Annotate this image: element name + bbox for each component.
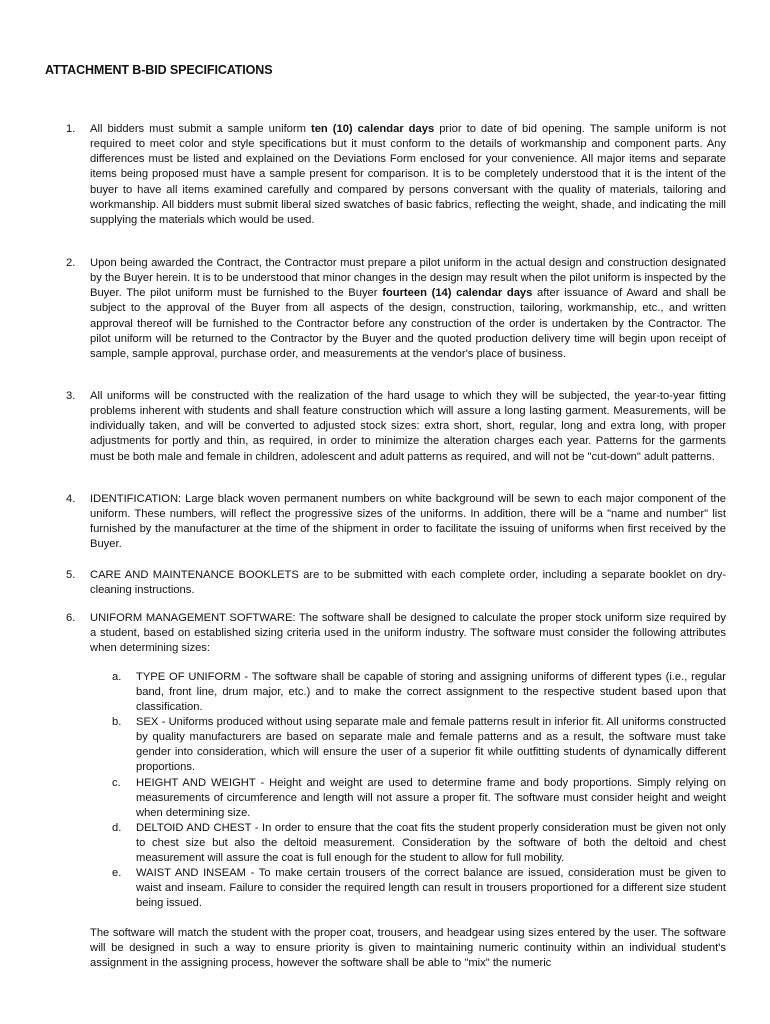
sub-item-letter: e. [112, 867, 122, 879]
item-text-pre: Upon being awarded the Contract, the Contractor must prepare a pilot uniform in the actual design and construction designated by the Buyer herein. It is to be understood that minor changes in the design may result when the pilot uniform is inspected by the Buyer. The pilot uniform must be furnished to the Buyer [90, 257, 726, 300]
sub-item-text: DELTOID AND CHEST - In order to ensure that the coat fits the student properly consideration must be given not only to chest size but also the deltoid measurement. Consideration by the software of both the deltoid and chest measurement will assure the coat is full enough for the student to allow for full mobility. [136, 822, 726, 865]
item-text-bold: ten (10) calendar days [310, 123, 435, 135]
item-number: 1. [66, 123, 76, 135]
spec-item-1 [66, 122, 726, 228]
item-number: 4. [66, 493, 76, 505]
item-text-pre: All bidders must submit a sample uniform [90, 123, 311, 135]
item-text [90, 256, 726, 362]
item-number: 5. [66, 569, 76, 581]
sub-item-c [112, 776, 726, 821]
item-text: CARE AND MAINTENANCE BOOKLETS are to be submitted with each complete order, including a separate booklet on dry-cleaning instructions. [90, 569, 726, 597]
sub-item-e [112, 866, 726, 911]
item-text [90, 122, 726, 228]
sub-item-b [112, 715, 726, 776]
item-text: IDENTIFICATION: Large black woven permanent numbers on white background will be sewn to each major component of the uniform. These numbers, will reflect the progressive sizes of the uniforms. In addition, there will be a "name and number" list furnished by the manufacturer at the time of the shipment in order to facilitate the issuing of uniforms when first received by the Buyer. [90, 493, 726, 551]
item-text: All uniforms will be constructed with the realization of the hard usage to which they will be subjected, the year-to-year fitting problems inherent with students and shall feature construction which will assure a long lasting garment. Measurements, will be individually taken, and will be converted to adjusted stock sizes: extra short, short, regular, long and extra long, with proper adjustments for portly and thin, as required, in order to minimize the alteration charges each year. Patterns for the garments must be both male and female in children, adolescent and adult patterns as required, and will not be "cut-down" adult patterns. [90, 390, 726, 463]
sub-item-letter: c. [112, 777, 121, 789]
item-text-post: prior to date of bid opening. The sample uniform is not required to meet color and style specifications but it must conform to the details of workmanship and component parts. Any differences must be listed and explained on the Deviations Form enclosed for your convenience. All major items and separate items being proposed must have a sample present for comparison. It is to be completely understood that it is the intent of the buyer to have all items examined carefully and compared by persons conversant with the quality of materials, tailoring and workmanship. All bidders must submit liberal sized swatches of basic fabrics, reflecting the weight, shade, and indicating the mill supplying the materials which would be used. [90, 123, 727, 226]
item-text-post: after issuance of Award and shall be subject to the approval of the Buyer from all aspects of the design, construction, tailoring, workmanship, etc., and written approval thereof will be furnished to the Contractor before any construction of the order is undertaken by the Contractor. The pilot uniform will be returned to the Contractor by the Buyer and the quoted production delivery time will begin upon receipt of sample, sample approval, purchase order, and measurements at the vendor's place of business. [90, 287, 726, 360]
sub-item-text: SEX - Uniforms produced without using separate male and female patterns result in inferior fit. All uniforms constructed by quality manufacturers are based on separate male and female patterns and as a result, the software must take gender into consideration, which will ensure the user of a superior fit while outfitting students of dynamically different proportions. [136, 716, 726, 774]
spec-item-5 [66, 568, 726, 598]
spec-item-6 [66, 611, 726, 656]
sub-item-text: TYPE OF UNIFORM - The software shall be capable of storing and assigning uniforms of different types (i.e., regular band, front line, drum major, etc.) and to make the correct assignment to the respective student based upon that classification. [136, 671, 726, 714]
document-title: ATTACHMENT B-BID SPECIFICATIONS [45, 63, 273, 77]
item-number: 6. [66, 612, 76, 624]
item-number: 3. [66, 390, 76, 402]
sub-item-text: WAIST AND INSEAM - To make certain trousers of the correct balance are issued, consideration must be given to waist and inseam. Failure to consider the required length can result in trousers proportioned for a different size student being issued. [136, 867, 726, 910]
sub-item-d [112, 821, 726, 866]
spec-item-4 [66, 492, 726, 553]
closing-paragraph: The software will match the student with the proper coat, trousers, and headgear using sizes entered by the user. The software will be designed in such a way to ensure priority is given to maintaining numeric continuity within an individual student's assignment in the assigning process, however the software shall be able to "mix" the numeric [90, 927, 726, 970]
sub-item-letter: d. [112, 822, 122, 834]
sub-item-text: HEIGHT AND WEIGHT - Height and weight are used to determine frame and body proportions. Simply relying on measurements of circumference and length will not assure a proper fit. The software must consider height and weight when determining size. [136, 777, 726, 820]
sub-item-letter: a. [112, 671, 122, 683]
spec-item-3 [66, 389, 726, 465]
item-text-bold: fourteen (14) calendar days [382, 287, 533, 300]
item-number: 2. [66, 257, 76, 269]
item-text: UNIFORM MANAGEMENT SOFTWARE: The software shall be designed to calculate the proper stock uniform size required by a student, based on established sizing criteria used in the uniform industry. The software must consider the following attributes when determining sizes: [90, 612, 726, 655]
sub-item-letter: b. [112, 716, 122, 728]
spec-item-2 [66, 256, 726, 362]
sub-item-a [112, 670, 726, 715]
